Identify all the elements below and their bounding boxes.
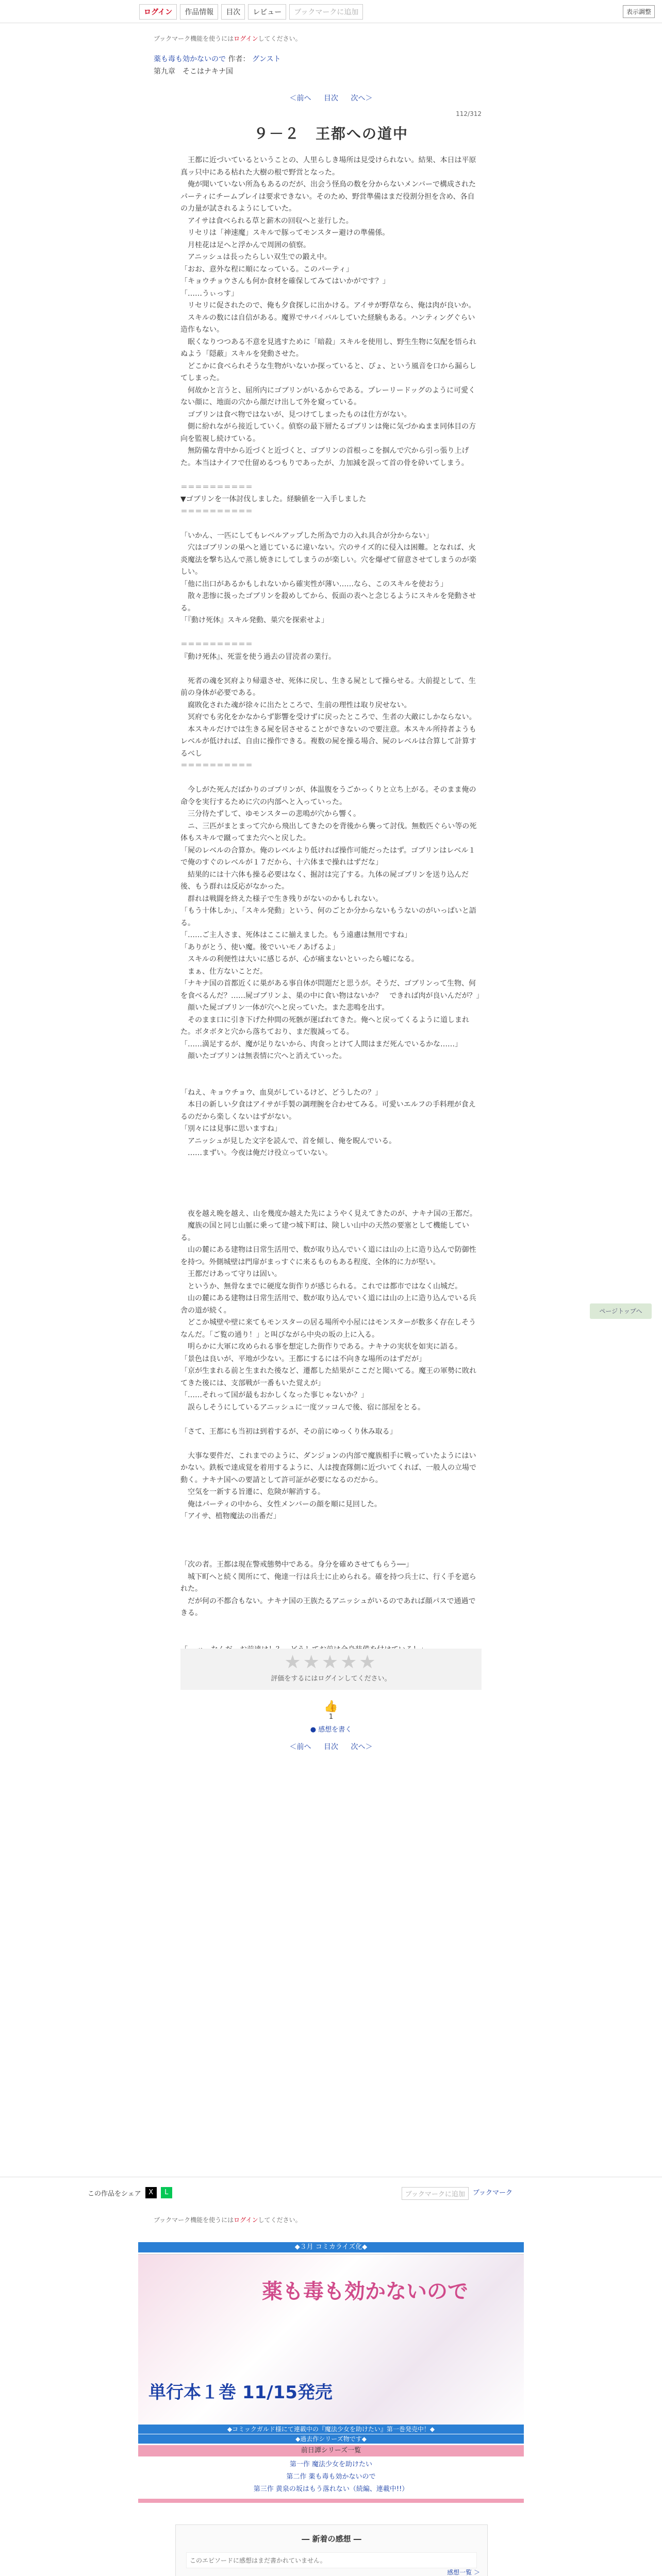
body-paragraph: ▼ゴブリンを一体討伐しました。経験値を一入手しました xyxy=(180,495,367,503)
body-paragraph: 今しがた死んだばかりのゴブリンが、体温腹をうごかっくりと立ち上がる。そのまま俺の命令を実行するために穴の内部へと入っていった。 xyxy=(180,786,476,806)
body-paragraph: どこか城壁や壁に来てもモンスターの居る場所や小屋にはモンスターが数多く存在しそうなんだ。「ご覧の通り！」と叫びながら中央の坂の上に入る。 xyxy=(180,1318,476,1339)
comic-banner[interactable] xyxy=(138,2254,524,2425)
body-paragraph xyxy=(180,1160,482,1172)
prev-link-bottom[interactable]: ＜前へ xyxy=(289,1743,311,1751)
review-button[interactable]: レビュー xyxy=(248,4,286,20)
body-paragraph: 「さて、王都にも当初は到着するが、その前にゆっくり休み取る」 xyxy=(180,1427,397,1436)
body-paragraph: 「……それって国が最もおかしくなった事じゃないか？」 xyxy=(180,1391,368,1399)
toc-link-bottom[interactable]: 目次 xyxy=(324,1743,338,1751)
login-link-bottom[interactable]: ログイン xyxy=(234,2216,258,2224)
body-paragraph: 本スキルだけでは生きる屍を居させることができないので要注意。本スキル所持者ようもレベルが低ければ、自由に操作できる。複数の屍を操る場合、屍のレベルは合算して計算するべし xyxy=(180,725,476,758)
body-paragraph xyxy=(180,1414,482,1426)
body-paragraph: 「『動け死体』スキル発動、巣穴を探索せよ」 xyxy=(180,616,328,624)
body-paragraph: 散々悲惨に扱ったゴブリンを殺めしてから、仮面の表へと念じるようにスキルを発動させる。 xyxy=(180,592,476,613)
banner-release: 単行本１巻 11/15発売 xyxy=(148,2382,333,2403)
body-paragraph: 「京が生まれる前と生まれた後など、遷都した結果がここだと聞いてる。魔王の軍勢に敗れてきた後には、支部戦が一番もいた覚えが」 xyxy=(180,1367,476,1387)
body-paragraph: 側に紛れながら接近していく。偵察の最下層たるゴブリンは俺に気づかぬまま同体目の方向を監視し続けている。 xyxy=(180,422,476,443)
body-paragraph: 結果的には十六体も操る必要はなく、掘討は完了する。九体の屍ゴブリンを送り込んだ後、もう群れは反応がなかった。 xyxy=(180,870,469,891)
body-paragraph xyxy=(180,1184,482,1196)
body-paragraph: 誤らしそうにしているアニッシュに一度ツッコんで後、宿に部屋をとる。 xyxy=(180,1403,425,1412)
top-bar xyxy=(0,0,662,23)
body-paragraph: 穴はゴブリンの巣へと通じているに違いない。穴のサイズ的に侵入は困難。となれば、火炎魔法を撃ち込んで蒸し焼きにしてしまうのが楽しい。穴を爆ぜて留意させてしまうのが楽しい。 xyxy=(180,544,476,576)
body-paragraph xyxy=(180,1535,482,1547)
body-paragraph: というか、無骨なまでに硬度な街作りが感じられる。これでは都市ではなく山城だ。 xyxy=(180,1282,462,1291)
series-footer-bar xyxy=(138,2499,524,2503)
thumbs-up-icon[interactable]: 👍 xyxy=(324,1700,338,1713)
body-paragraph: 夜を越え晩を越え、山を幾度か越えた先にようやく見えてきたのが、ナキナ国の王都だ。 xyxy=(180,1209,477,1218)
author-label: 作者： xyxy=(228,55,250,63)
body-paragraph: リセリは「神速魔」スキルで豚ってモンスター避けの準備係。 xyxy=(180,229,390,237)
body-paragraph xyxy=(180,772,482,785)
banner-header: ◆３月 コミカライズ化◆ xyxy=(138,2242,524,2252)
body-paragraph: 大事な要件だ、これまでのように、ダンジョンの内部で魔族相手に戦っていたようにはいかない。鉄板で達成覚を着用するように、人は捜査隊側に近づいてくれば、一般人の立場で動く。ナキナ国への要請として許可証が必要になるのだから。 xyxy=(180,1451,476,1484)
body-paragraph: 「……うぃっす」 xyxy=(180,289,238,298)
next-link-bottom[interactable]: 次へ＞ xyxy=(351,1743,373,1751)
share-label: この作品をシェア xyxy=(88,2190,141,2198)
body-paragraph xyxy=(180,1632,482,1644)
body-paragraph: 眠くなりつつある不意を見逃すために「暗殺」スキルを使用し、野生生物に気配を悟られぬよう「隠蔽」スキルを発動させた。 xyxy=(180,337,476,358)
body-paragraph: 顔いたゴブリンは無表情に穴へと消えていった。 xyxy=(180,1052,346,1060)
body-paragraph: 魔族の国と同じ山脈に乗って建つ城下町は、険しい山中の天然の要塞として機能している。 xyxy=(180,1222,469,1242)
body-paragraph: 「ねえ、キョウチョウ、血臭がしているけど、どうしたの？」 xyxy=(180,1088,383,1097)
episode-title: ９－２ 王都への道中 xyxy=(253,125,408,142)
episode-body xyxy=(180,155,482,1656)
body-paragraph: リセリに促されたので、俺も夕食探しに出かける。アイサが野草なら、俺は肉が良いか。 xyxy=(180,301,476,310)
body-paragraph: 「アイサ、植物魔法の出番だ」 xyxy=(180,1512,280,1520)
episode-number: 112/312 xyxy=(456,110,482,117)
body-paragraph: 「別々には見事に思いますね」 xyxy=(180,1125,282,1133)
body-paragraph: ＝＝＝＝＝＝＝＝＝＝ xyxy=(180,507,253,516)
body-paragraph: アイサは食べられる草と薪木の回収へと並行した。 xyxy=(180,216,353,225)
author-link[interactable]: グンスト xyxy=(252,55,281,63)
series-list xyxy=(138,2459,524,2496)
body-paragraph: 「……満足するが、魔が足りないから、肉食っとけて人間はまだ死んでいるかな……」 xyxy=(180,1040,462,1048)
work-title-link[interactable]: 薬も毒も効かないので xyxy=(154,55,226,63)
toc-button[interactable]: 目次 xyxy=(221,4,245,20)
body-paragraph: 「……ご主人さま、死体はここに揃えました。もう遠慮は無用ですね」 xyxy=(180,931,411,939)
body-paragraph: だが何の不都合もない。ナキナ国の王族たるアニッシュがいるのであれば顔パスで通過できる。 xyxy=(180,1597,476,1617)
body-paragraph: 城下町へと続く関所にて、俺達一行は兵士に止められる。確を持つ兵士に、行く手を遮られた。 xyxy=(180,1572,476,1593)
bookmark-notice: ブックマーク機能を使うにはログインしてください。 xyxy=(154,35,302,42)
body-paragraph xyxy=(180,1075,482,1087)
impression-list-link[interactable]: 感想一覧 ＞ xyxy=(447,2569,480,2576)
body-paragraph: 明らかに大軍に攻められる事を想定した街作りである。ナキナの実状を如実に語る。 xyxy=(180,1343,462,1351)
body-paragraph: 「屍のレベルの合算か。俺のレベルより低ければ操作可能だったはず。ゴブリンはレベル１で俺のすぐのレベルが１７だから、十六体まで操れはずだな」 xyxy=(180,846,476,867)
series-item[interactable]: 第二作 薬も毒も効かないので xyxy=(286,2473,376,2481)
series-item[interactable]: 第三作 黄泉の坂はもう落れない（続編、連載中!!） xyxy=(253,2485,409,2493)
body-paragraph: 「おお、意外な程に順になっている。このパーティ」 xyxy=(180,265,353,274)
login-button[interactable]: ログイン xyxy=(139,4,177,20)
pager-bottom xyxy=(0,1741,662,1752)
body-paragraph: 群れは戦闘を終えた様子で生き残りがないのかもしれない。 xyxy=(180,894,383,903)
body-paragraph: 何故かと言うと、屈所内にゴブリンがいるからである。プレーリードッグのように可愛くない顔に、地面の穴から顔だけ出して外を窺っている。 xyxy=(180,386,476,406)
body-paragraph: アニッシュは長ったらしい双生での鍛え中。 xyxy=(180,253,332,261)
body-paragraph: 「他に出口があるかもしれないから確実性が薄い……なら、このスキルを使おう」 xyxy=(180,580,448,588)
next-link[interactable]: 次へ＞ xyxy=(351,94,373,103)
body-paragraph: ＝＝＝＝＝＝＝＝＝＝ xyxy=(180,761,253,770)
body-paragraph: 顔いた屍ゴブリン一体が穴へと戻っていた。また悲鳴を出す。 xyxy=(180,1004,389,1012)
body-paragraph: 「景色は良いが、平地が少ない。王都にするには不向きな場所のはずだが」 xyxy=(180,1354,426,1363)
impression-title: ― 新着の感想 ― xyxy=(302,2534,361,2544)
body-paragraph xyxy=(180,1172,482,1184)
body-paragraph: ＝＝＝＝＝＝＝＝＝＝ xyxy=(180,483,253,492)
body-paragraph xyxy=(180,518,482,530)
body-paragraph: 「ありがとう、使い魔。後でいいモノあげるよ」 xyxy=(180,943,339,952)
write-impression-link[interactable]: ● 感想を書く xyxy=(310,1726,352,1734)
body-paragraph: 腐敗化された魂が徐々に出たところで、生前の理性は取り戻せない。 xyxy=(180,701,411,709)
body-paragraph: 「もう十体しか」、「スキル発動」という、何のごとか分からないもうないのがいっぱいと語る。 xyxy=(180,907,476,927)
work-header xyxy=(154,54,281,76)
rating-caption: 評価をするにはログインしてください。 xyxy=(271,1675,391,1683)
series-header: 前日譚シリーズ一覧 xyxy=(138,2445,524,2456)
body-paragraph: 三分待たずして、ゆモンスターの悲鳴が穴から響く。 xyxy=(180,810,361,818)
toc-link[interactable]: 目次 xyxy=(324,94,338,103)
impression-empty: このエピソードに感想はまだ書かれていません。 xyxy=(186,2552,477,2568)
top-nav xyxy=(139,4,363,20)
series-item[interactable]: 第一作 魔法少女を助けたい xyxy=(289,2461,373,2468)
body-paragraph: そのまま口に引き下げた仲間の死骸が運ばれてきた。俺へと戻ってくるように道しまれた。ボタボタと穴から落ちており、まだ腹減ってる。 xyxy=(180,1015,469,1036)
body-paragraph: スキルの数には自信がある。魔界でサバイバルしていた経験もある。ハンティングぐらい造作もない。 xyxy=(180,313,475,334)
body-paragraph: 山の麓にある建物は日常生活用で、数が取り込んでいく道には山の上に造り込んで防御性を持つ。外側城壁は門扉がまっすぐに来るものもある程度、全体的に力が堅い。 xyxy=(180,1246,476,1266)
body-paragraph: 空気を一新する旨遷に、危険が解消する。 xyxy=(180,1488,325,1496)
rating-box xyxy=(180,1649,482,1690)
body-paragraph xyxy=(180,1620,482,1632)
body-paragraph xyxy=(180,1547,482,1560)
banner-footer[interactable]: ◆コミックガルド様にて連載中の『魔法少女を助けたい』第一巻発売中！◆ xyxy=(138,2425,524,2434)
body-paragraph: ニ、三匹がまとまって穴から飛出してきたのを背後から襲って討伐。無数匹ぐらい等の死体もスキルで蹴ってまた穴へと戻した。 xyxy=(180,822,477,842)
body-paragraph: ……まずい。今夜は俺だけ役立っていない。 xyxy=(180,1149,332,1157)
body-paragraph xyxy=(180,627,482,639)
banner-title: 薬も毒も効かないので xyxy=(262,2280,468,2303)
body-paragraph: 無防備な背中から近づくと近づくと、ゴブリンの首根っこを掴んで穴から引っ張り上げた。本当はナイフで仕留めるつもりであったが、力加減を誤って首の骨を砕いてしまう。 xyxy=(180,447,469,467)
body-paragraph: 「いかん、一匹にしてもレベルアップした所為で力の入れ具合が分からない」 xyxy=(180,531,433,540)
body-paragraph: 「ナキナ国の首都近くに巣がある事自体が問題だと思うが。そうだ、ゴブリンって生物、何を食べるんだ？……屍ゴブリンよ、巣の中に食い物はないか？ できれば肉が良いんだが？」 xyxy=(180,979,484,1000)
body-paragraph: ゴブリンは食べ物ではないが、見つけてしまったものは仕方がない。 xyxy=(180,410,411,419)
body-paragraph: スキルの利便性は大いに感じるが、心が痛まないといったら嘘になる。 xyxy=(180,955,419,963)
body-paragraph: 月桂花は足へと浮かんで周囲の偵察。 xyxy=(180,241,310,249)
body-paragraph: 『動け死体』、死霊を使う過去の冒涜者の業行。 xyxy=(180,652,336,661)
body-paragraph: 王都に近づいているということの、人里らしき場所は見受けられない。結果、本日は平原真ッ只中にある枯れた大樹の根で野営となった。 xyxy=(180,156,476,177)
work-info-button[interactable]: 作品情報 xyxy=(180,4,218,20)
bookmark-bar xyxy=(402,2187,512,2200)
prev-link[interactable]: ＜前へ xyxy=(289,94,311,103)
body-paragraph: 死者の魂を冥府より帰還させ、死体に戻し、生きる屍として操らせる。大前提として、生前の身体が必要である。 xyxy=(180,676,476,697)
body-paragraph xyxy=(180,1196,482,1208)
impression-box xyxy=(175,2524,488,2576)
body-paragraph: 「次の者。王都は現在警戒態勢中である。身分を確めさせてもらう──」 xyxy=(180,1561,413,1569)
banner-sub: ◆過去作シリーズ物です◆ xyxy=(138,2434,524,2444)
x-share-icon[interactable]: X xyxy=(145,2187,157,2198)
share-bar xyxy=(88,2187,172,2198)
login-link[interactable]: ログイン xyxy=(234,35,258,42)
body-paragraph: まぁ、仕方ないことだ。 xyxy=(180,967,267,976)
chapter-title: 第九章 そこはナキナ国 xyxy=(154,67,233,76)
bookmark-notice-bottom: ブックマーク機能を使うにはログインしてください。 xyxy=(154,2216,302,2224)
line-share-icon[interactable]: L xyxy=(161,2187,172,2198)
body-paragraph: 「キョウチョウさんも何か食材を確保してみてはいかがです？」 xyxy=(180,277,390,285)
rating-stars[interactable]: ★★★★★ xyxy=(284,1652,378,1673)
body-paragraph: 王都だけあって守りは固い。 xyxy=(180,1270,282,1278)
bookmark-add-button-bottom[interactable]: ブックマークに追加 xyxy=(402,2187,469,2200)
body-paragraph: どこかに食べられそうな生物がいないか探っていると、ぴょ、という風音を口から漏らしてしまった。 xyxy=(180,362,476,382)
body-paragraph: 俺が聞いていない所為もあるのだが、出会う怪鳥の数を分からないメンバーで構成されたパーティにチームプレイは要求できない。そのため、野営準備はまだ役割分担を含め、各自の力量が試されるようにしていた。 xyxy=(180,180,476,213)
bookmark-link[interactable]: ブックマーク xyxy=(472,2189,512,2197)
bookmark-add-button[interactable]: ブックマークに追加 xyxy=(289,4,363,20)
reaction-area xyxy=(0,1700,662,1734)
display-settings-button[interactable]: 表示調整 xyxy=(623,5,655,18)
body-paragraph: 冥府でも劣化をかなからず影響を受けずに戻ったところで、生者の大敵にしかならない。 xyxy=(180,713,476,721)
body-paragraph: 俺はパーティの中から、女性メンバーの顔を順に見回した。 xyxy=(180,1500,382,1509)
body-paragraph: ＝＝＝＝＝＝＝＝＝＝ xyxy=(180,640,253,649)
body-paragraph xyxy=(180,663,482,675)
body-paragraph xyxy=(180,469,482,482)
pager-top xyxy=(0,93,662,103)
body-paragraph: 本日の新しい夕食はアイサが手製の調理腕を合わせてみる。可愛いエルフの手料理が食えるのだから楽しくないはずがない。 xyxy=(180,1100,476,1121)
body-paragraph xyxy=(180,1438,482,1450)
body-paragraph: アニッシュが見した文字を読んで、首を傾し、俺を睨んでいる。 xyxy=(180,1137,396,1145)
body-paragraph xyxy=(180,1063,482,1075)
reaction-count: 1 xyxy=(328,1713,334,1721)
body-paragraph: 山の麓にある建物は日常生活用で、数が取り込んでいく道には山の上に造り込んでいる兵舎の道が続く。 xyxy=(180,1294,476,1315)
page-top-button[interactable]: ページトップへ xyxy=(590,1303,652,1319)
body-paragraph xyxy=(180,1523,482,1535)
